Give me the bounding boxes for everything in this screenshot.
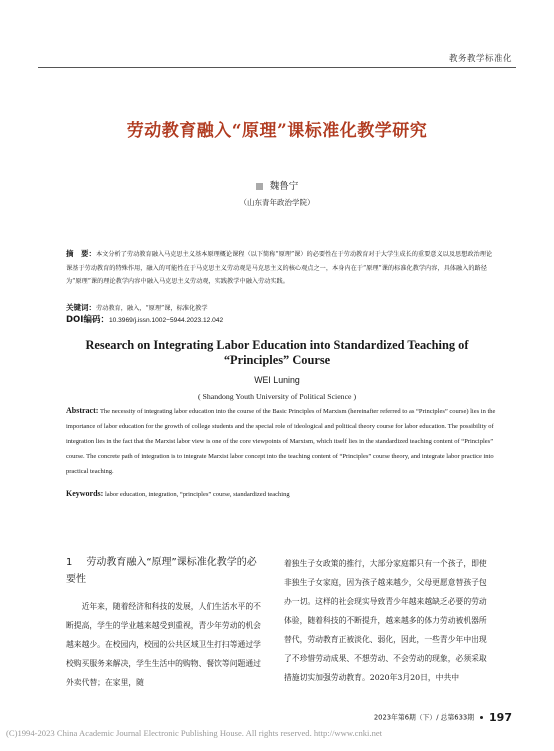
keywords-en-text: labor education, integration, “principles” course, standardized teaching xyxy=(103,491,290,498)
abstract-cn-label: 摘 要： xyxy=(66,249,96,258)
article-title-cn: 劳动教育融入“原理”课标准化教学研究 xyxy=(126,121,428,141)
journal-section-label: 教务教学标准化 xyxy=(448,54,512,64)
issue-info: 2023年第6期（下）/ 总第633期 xyxy=(373,713,475,722)
keywords-en-label: Keywords: xyxy=(66,489,104,498)
abstract-en xyxy=(66,404,498,480)
copyright-notice: (C)1994-2023 China Academic Journal Electronic Publishing House. All rights reserved. http://www.cnki.net xyxy=(6,728,383,738)
body-column-right: 着独生子女政策的推行，大部分家庭都只有一个孩子，即使非独生子女家庭，因为孩子越来越少，父母更愿意替孩子包办一切。这样的社会现实导致青少年越来越缺乏必要的劳动体验，随着科技的不断提升，越来越多的体力劳动被机器所替代，劳动教育正被淡化、弱化，因此，一些青少年中出现了不珍惜劳动成果、不想劳动、不会劳动的现象，必须采取措施切实加强劳动教育。2020年3月20日，中共中 xyxy=(284,559,487,682)
keywords-cn-text: 劳动教育，融入，“原理”课，标准化教学 xyxy=(96,305,208,312)
author-cn-row xyxy=(0,178,554,192)
abstract-en-label: Abstract: xyxy=(66,406,99,415)
section-title: 劳动教育融入“原理”课标准化教学的必要性 xyxy=(66,557,257,585)
author-square-icon xyxy=(256,183,263,190)
section-heading xyxy=(66,554,266,588)
footer-dot-icon xyxy=(480,716,483,719)
body-column-left xyxy=(66,554,266,692)
article-title-en: Research on Integrating Labor Education into Standardized Teaching of “Principles” Course xyxy=(85,338,469,367)
abstract-cn-text: 本文分析了劳动教育融入马克思主义基本原理概论课程（以下简称“原理”课）的必要性在于劳动教育对于大学生成长的重要意义以及思想政治理论课基于劳动教育的特殊作用，融入的可能性在于马克思主义劳动观是马克思主义的核心观点之一，本身内在于“原理”课的标准化教学内容，具体融入的路径为“原理”课的理论教学内容中融入马克思主义劳动观，实践教学中融入劳动实践。 xyxy=(66,251,493,286)
affiliation-cn: （山东青年政治学院） xyxy=(239,198,315,207)
body-paragraph: 近年来，随着经济和科技的发展，人们生活水平的不断提高，学生的学业越来越受到重视，青少年劳动的机会越来越少。在校园内，校园的公共区域卫生打扫等通过学校购买服务来解决，学生生活中的购物、餐饮等问题通过外卖代替；在家里，随 xyxy=(66,602,261,687)
doi-row xyxy=(66,314,223,327)
author-cn: 魏鲁宁 xyxy=(269,181,299,192)
section-number: 1 xyxy=(66,557,73,568)
abstract-cn xyxy=(66,247,496,289)
keywords-cn xyxy=(66,301,208,315)
doi-label: DOI编码： xyxy=(66,315,109,325)
header-rule xyxy=(38,67,516,68)
page-footer xyxy=(374,711,512,724)
abstract-en-text: The necessity of integrating labor education into the course of the Basic Principles of Marxism (hereinafter referred to as “Principles” course) lies in the importance of labor education for the growth of college students and the special role of ideological and political theory course for labor education. The possibility of integration lies in the fact that the Marxist labor view is one of the core viewpoints of Marxism, which itself lies in the standardized teaching content of “Principles” course. The concrete path of integration is to integrate Marxist labor concept into the teaching content of “Principles” course theory, and integrate labor practice into practical teaching. xyxy=(66,408,496,475)
page-number: 197 xyxy=(489,711,512,724)
doi-value: 10.3969/j.issn.1002−5944.2023.12.042 xyxy=(108,317,224,324)
keywords-en xyxy=(66,488,498,501)
affiliation-en: ( Shandong Youth University of Political Science ) xyxy=(197,392,357,401)
author-en: WEI Luning xyxy=(254,375,300,385)
keywords-cn-label: 关键词： xyxy=(66,303,96,312)
